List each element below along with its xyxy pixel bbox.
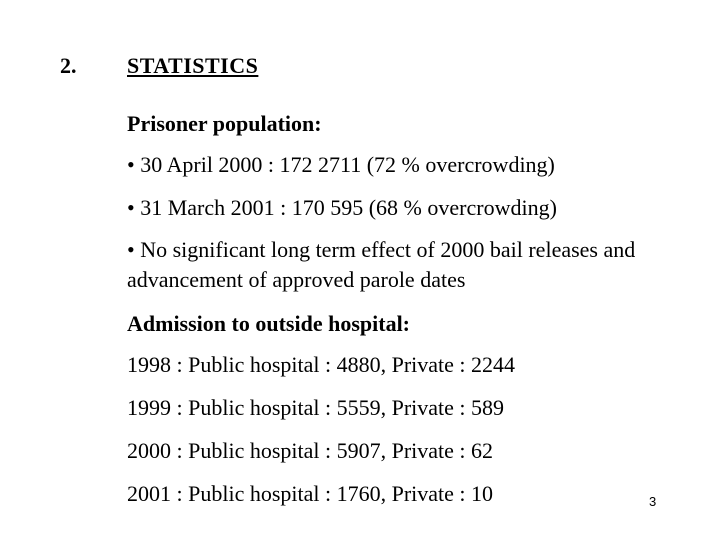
hospital-row-1999: 1999 : Public hospital : 5559, Private : 589 [127,395,505,420]
bullet-bail-releases: • No significant long term effect of 2000 bail releases and advancement of approved parole dates [127,237,636,292]
hospital-admission-heading: Admission to outside hospital: [127,311,411,336]
page-number: 3 [649,494,657,509]
hospital-row-2000: 2000 : Public hospital : 5907, Private : 62 [127,438,494,463]
section-title: STATISTICS [127,53,259,78]
section-number: 2. [60,53,77,78]
prisoner-population-heading: Prisoner population: [127,111,322,136]
hospital-row-2001: 2001 : Public hospital : 1760, Private : 10 [127,481,494,506]
hospital-row-1998: 1998 : Public hospital : 4880, Private : 2244 [127,352,516,377]
bullet-march-2001: • 31 March 2001 : 170 595 (68 % overcrowding) [127,195,557,220]
bullet-april-2000: • 30 April 2000 : 172 2711 (72 % overcrowding) [127,152,555,177]
